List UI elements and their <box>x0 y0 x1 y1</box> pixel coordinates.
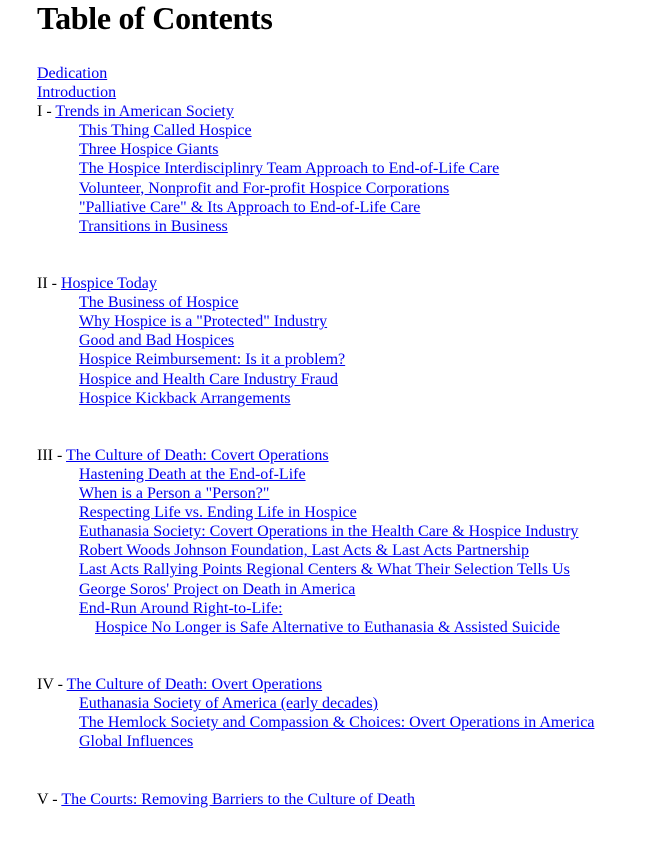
toc-link[interactable]: Robert Woods Johnson Foundation, Last Acts & Last Acts Partnership <box>79 542 529 560</box>
page-title: Table of Contents <box>37 0 273 36</box>
section-heading <box>37 274 655 293</box>
toc-link-section-2[interactable]: Hospice Today <box>60 275 157 293</box>
section-number: V - <box>37 790 62 808</box>
toc-link[interactable]: When is a Person a "Person?" <box>79 485 270 503</box>
toc-link[interactable]: Hospice Kickback Arrangements <box>79 389 291 407</box>
toc-link[interactable]: End-Run Around Right-to-Life: <box>79 599 283 617</box>
toc-link[interactable]: This Thing Called Hospice <box>79 122 252 140</box>
toc-link[interactable]: Good and Bad Hospices <box>79 332 235 350</box>
toc-link[interactable]: The Hemlock Society and Compassion & Choices: Overt Operations in America <box>79 714 595 732</box>
table-of-contents <box>37 64 655 809</box>
toc-link-dedication[interactable]: Dedication <box>37 65 108 82</box>
section-heading <box>37 446 655 465</box>
toc-link[interactable]: The Hospice Interdisciplinry Team Approach to End-of-Life Care <box>79 160 500 178</box>
toc-link[interactable]: George Soros' Project on Death in America <box>79 580 356 598</box>
toc-link[interactable]: Respecting Life vs. Ending Life in Hospice <box>79 504 357 522</box>
section-number: I - <box>37 103 56 121</box>
toc-link[interactable]: Hospice and Health Care Industry Fraud <box>79 370 339 388</box>
toc-link-section-4[interactable]: The Culture of Death: Overt Operations <box>66 676 323 693</box>
section-heading <box>37 102 655 121</box>
toc-link[interactable]: Volunteer, Nonprofit and For-profit Hospice Corporations <box>79 179 450 197</box>
section-heading <box>37 675 655 694</box>
toc-link-section-1[interactable]: Trends in American Society <box>55 103 234 121</box>
section-heading <box>37 790 655 809</box>
toc-link-introduction[interactable]: Introduction <box>37 84 117 102</box>
toc-link[interactable]: "Palliative Care" & Its Approach to End-of-Life Care <box>79 198 421 216</box>
section-number: II - <box>37 275 61 293</box>
toc-link[interactable]: Hospice No Longer is Safe Alternative to Euthanasia & Assisted Suicide <box>95 618 560 636</box>
toc-link[interactable]: Hastening Death at the End-of-Life <box>79 465 306 483</box>
toc-link[interactable]: Why Hospice is a "Protected" Industry <box>79 313 328 331</box>
toc-link-section-5[interactable]: The Courts: Removing Barriers to the Culture of Death <box>61 790 416 808</box>
toc-link[interactable]: Euthanasia Society of America (early decades) <box>79 695 378 713</box>
toc-link[interactable]: Global Influences <box>79 733 194 751</box>
toc-link[interactable]: Hospice Reimbursement: Is it a problem? <box>79 351 346 369</box>
toc-link[interactable]: Three Hospice Giants <box>79 141 219 159</box>
toc-link[interactable]: Euthanasia Society: Covert Operations in the Health Care & Hospice Industry <box>79 523 579 541</box>
toc-link-section-3[interactable]: The Culture of Death: Covert Operations <box>66 446 329 464</box>
section-number: III - <box>37 446 67 464</box>
toc-link[interactable]: Last Acts Rallying Points Regional Centers & What Their Selection Tells Us <box>79 561 570 579</box>
toc-link[interactable]: Transitions in Business <box>79 217 228 235</box>
document-page <box>37 0 655 809</box>
toc-link[interactable]: The Business of Hospice <box>79 294 239 312</box>
section-number: IV - <box>37 676 67 693</box>
